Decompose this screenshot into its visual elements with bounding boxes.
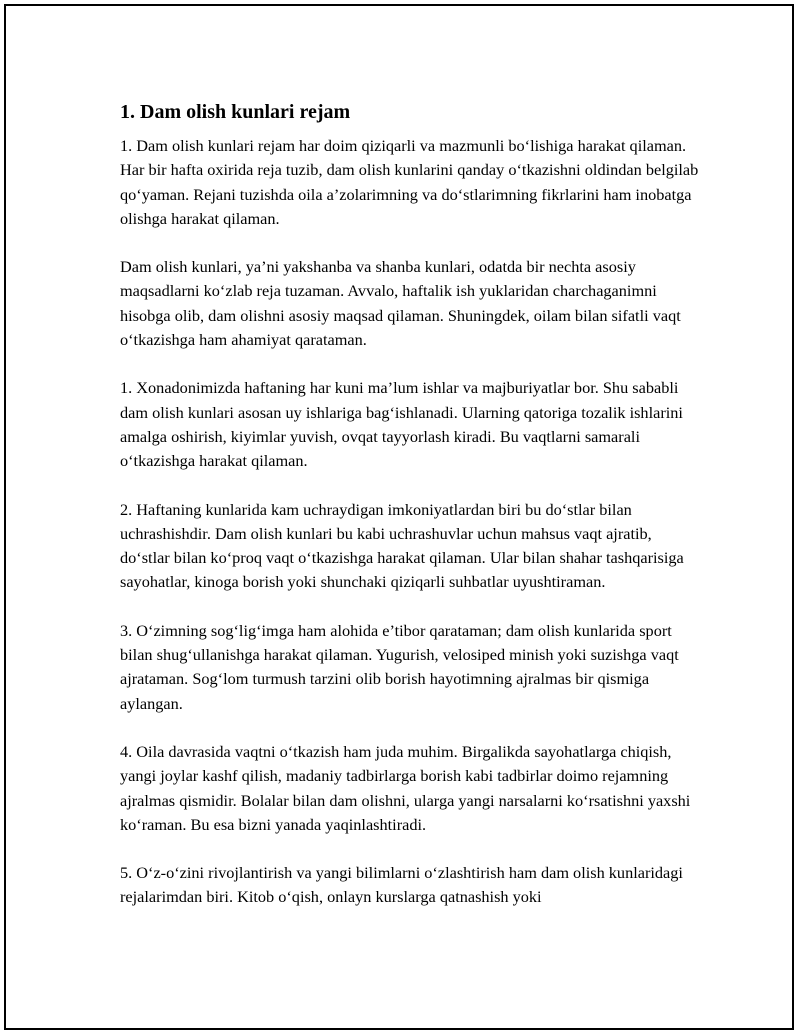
page-border [4, 4, 794, 1030]
paragraph-intro: 1. Dam olish kunlari rejam har doim qiziqarli va mazmunli bo‘lishiga harakat qilaman. Har bir hafta oxirida reja tuzib, dam olish kunlarini qanday o‘tkazishni oldindan belgilab qo‘yaman. Rejani tuzishda oila a’zolarimning va do‘stlarimning fikrlarini ham inobatga olishga harakat qilaman. [120, 136, 699, 228]
document-title: 1. Dam olish kunlari rejam [120, 101, 351, 123]
paragraph-friends: 2. Haftaning kunlarida kam uchraydigan imkoniyatlardan biri bu do‘stlar bilan uchrashishdir. Dam olish kunlari bu kabi uchrashuvlar uchun mahsus vaqt ajratib, do‘stlar bilan ko‘proq vaqt o‘tkazishga harakat qilaman. Ular bilan shahar tashqarisiga sayohatlar, kinoga borish yoki shunchaki qiziqarli suhbatlar uyushtiraman. [120, 499, 684, 592]
paragraph-weekend-goals: Dam olish kunlari, ya’ni yakshanba va shanba kunlari, odatda bir nechta asosiy maqsadlarni ko‘zlab reja tuzaman. Avvalo, haftalik ish yuklaridan charchaganimni hisobga olib, dam olishni asosiy maqsad qilaman. Shuningdek, oilam bilan sifatli vaqt o‘tkazishga ham ahamiyat qarataman. [120, 257, 681, 350]
paragraph-health: 3. O‘zimning sog‘lig‘imga ham alohida e’tibor qarataman; dam olish kunlarida sport bilan shug‘ullanishga harakat qilaman. Yugurish, velosiped minish yoki suzishga vaqt ajrataman. Sog‘lom turmush tarzini olib borish hayotimning ajralmas bir qismiga aylangan. [120, 620, 679, 713]
paragraph-family: 4. Oila davrasida vaqtni o‘tkazish ham juda muhim. Birgalikda sayohatlarga chiqish, yangi joylar kashf qilish, madaniy tadbirlarga borish kabi tadbirlar doimo rejamning ajralmas qismidir. Bolalar bilan dam olishni, ularga yangi narsalarni ko‘rsatishni yaxshi ko‘raman. Bu esa bizni yanada yaqinlashtiradi. [120, 741, 691, 834]
paragraph-self-development: 5. O‘z-o‘zini rivojlantirish va yangi bilimlarni o‘zlashtirish ham dam olish kunlaridagi rejalarimdan biri. Kitob o‘qish, onlayn kurslarga qatnashish yoki [120, 863, 683, 907]
document-body [120, 98, 700, 934]
paragraph-household-chores: 1. Xonadonimizda haftaning har kuni ma’lum ishlar va majburiyatlar bor. Shu sababli dam olish kunlari asosan uy ishlariga bag‘ishlanadi. Ularning qatoriga tozalik ishlarini amalga oshirish, kiyimlar yuvish, ovqat tayyorlash kiradi. Bu vaqtlarni samarali o‘tkazishga harakat qilaman. [120, 378, 683, 471]
